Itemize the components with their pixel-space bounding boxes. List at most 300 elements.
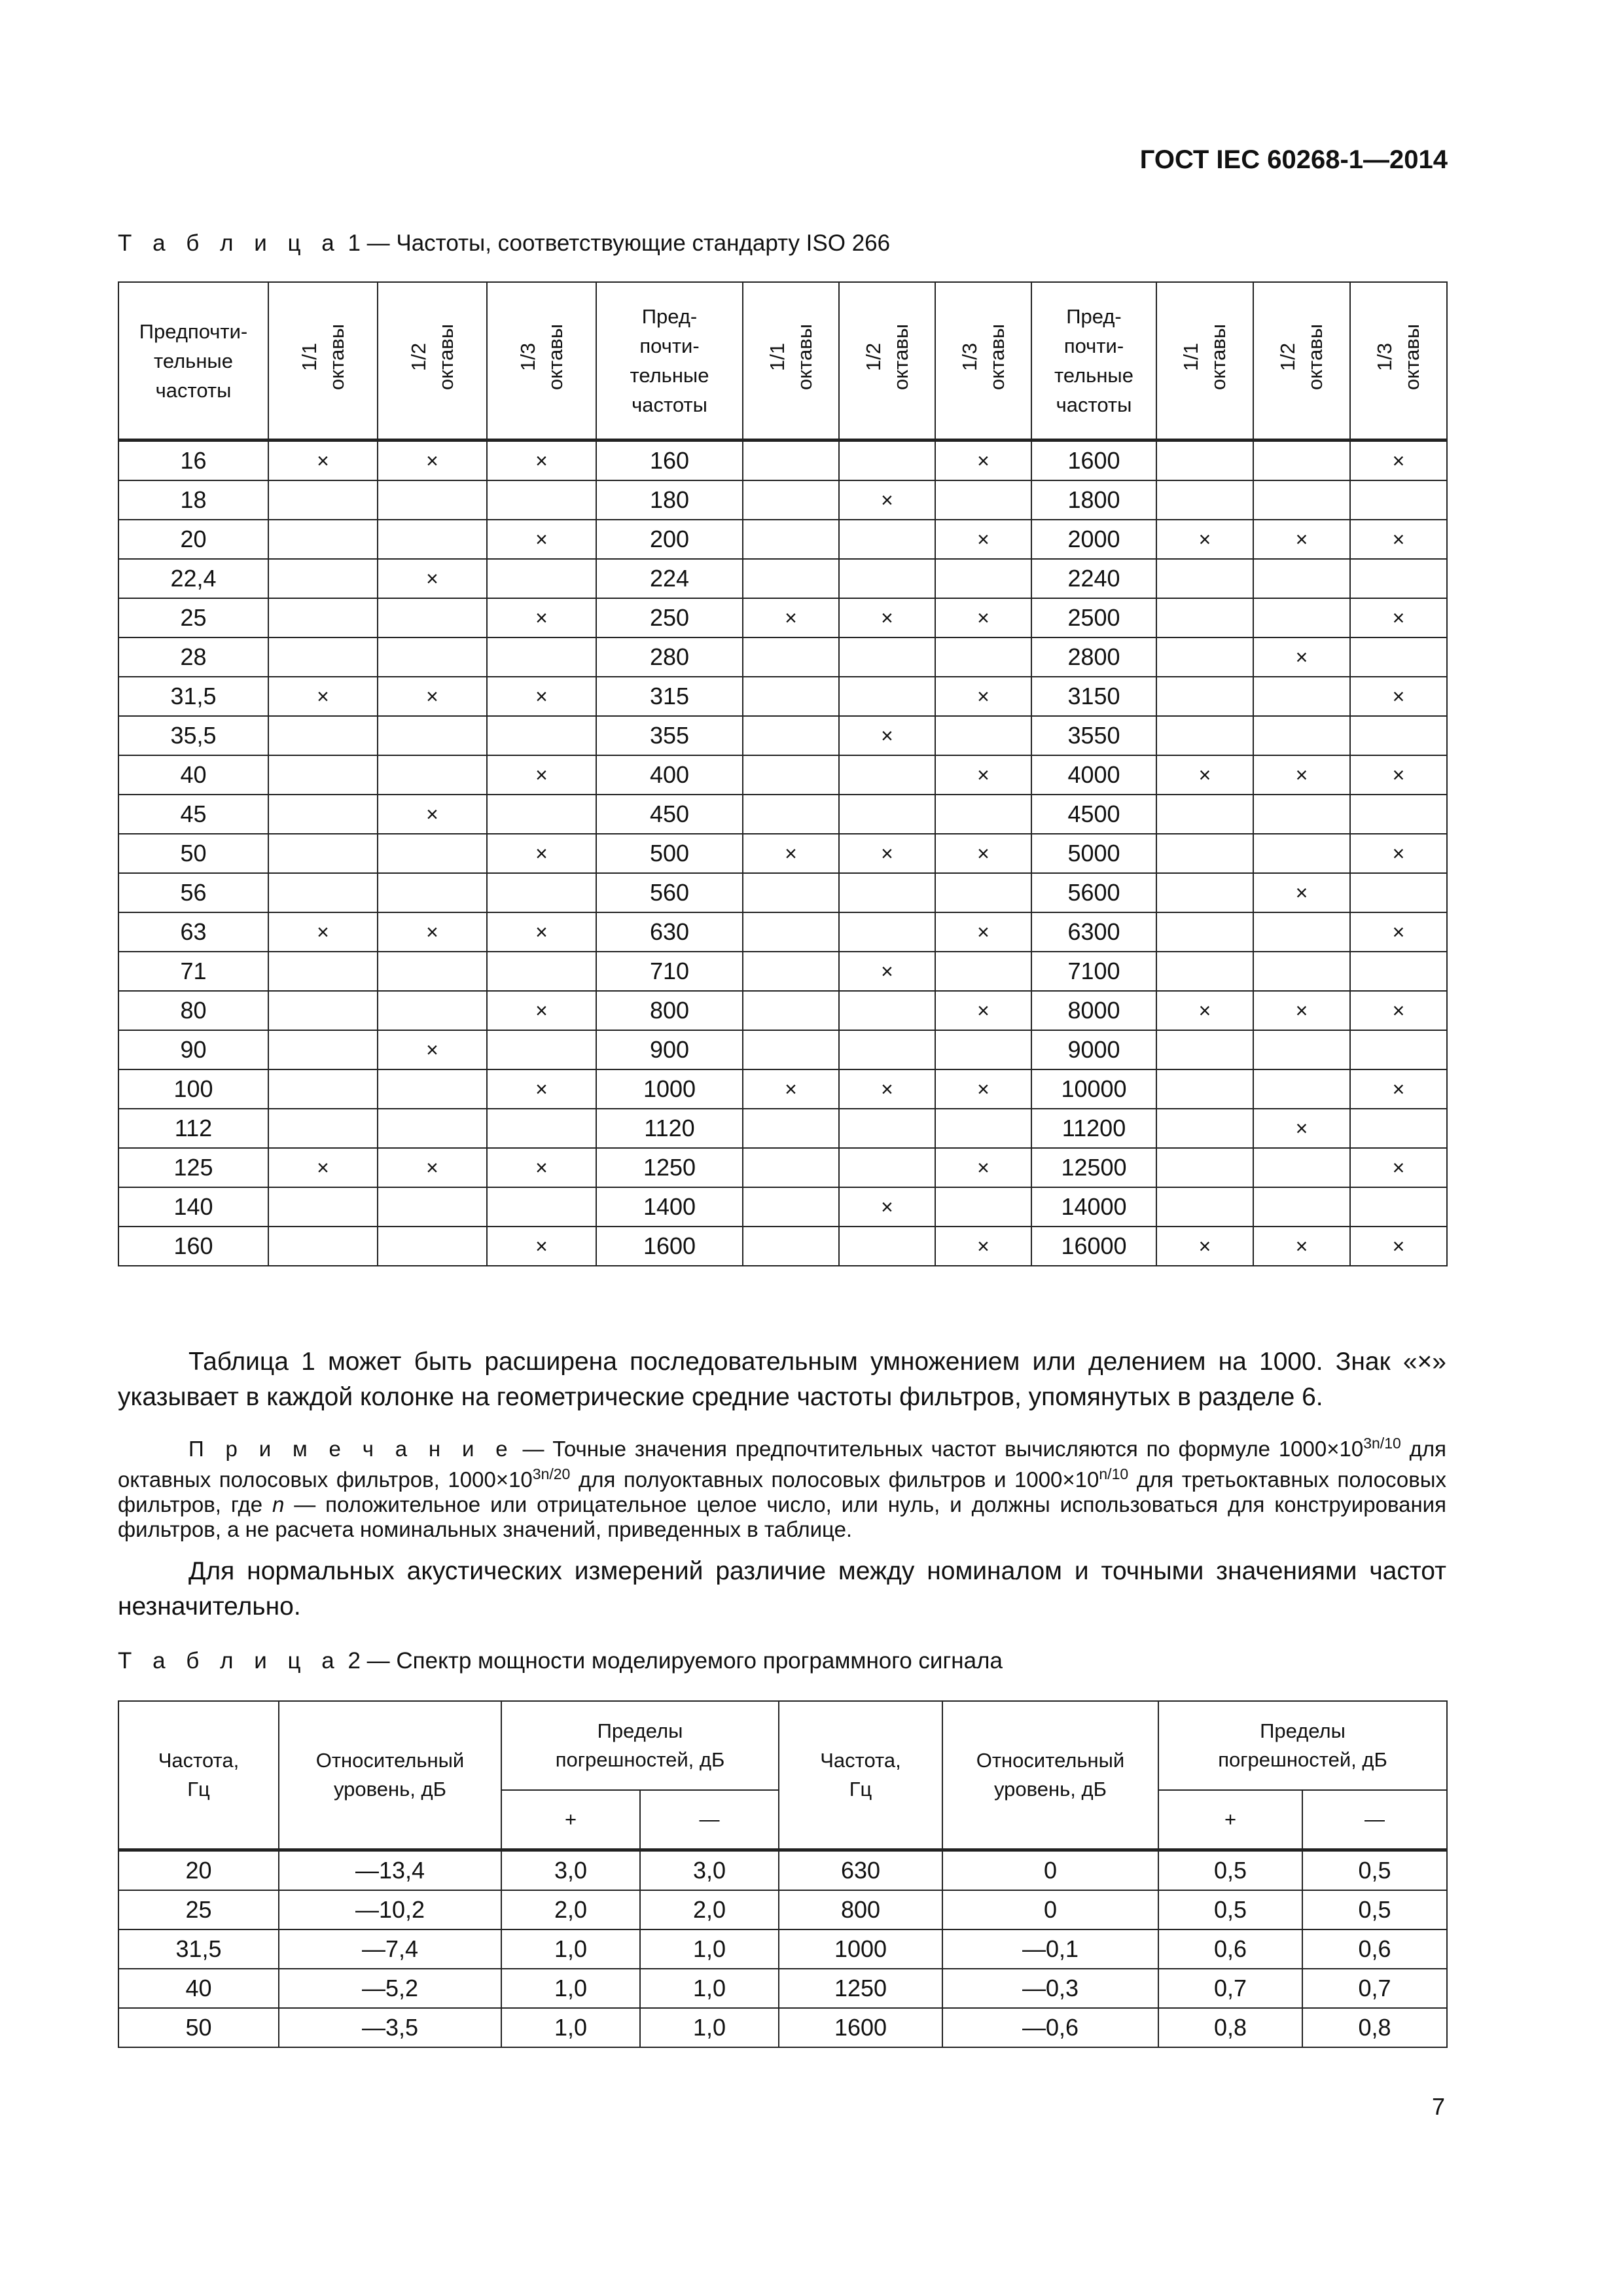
table1-header-row	[118, 282, 1447, 440]
table1-body	[118, 440, 1447, 1266]
table-cell: 0,5	[1302, 1890, 1447, 1929]
table-cell: 160	[118, 1227, 268, 1266]
table-cell: 630	[779, 1850, 942, 1891]
table-cell: 710	[596, 952, 743, 991]
table-cell: 1600	[1031, 440, 1156, 481]
table-cell: 1250	[779, 1969, 942, 2008]
table-cell	[1156, 912, 1253, 952]
table-cell	[1350, 716, 1447, 755]
table-cell: 3550	[1031, 716, 1156, 755]
table-cell	[1156, 559, 1253, 598]
table-cell	[839, 1227, 935, 1266]
table-cell: ×	[839, 1187, 935, 1227]
table-cell: 14000	[1031, 1187, 1156, 1227]
table-cell: —0,3	[942, 1969, 1158, 2008]
table-cell: ×	[378, 912, 487, 952]
table-cell	[743, 637, 839, 677]
table-cell: 28	[118, 637, 268, 677]
table-cell	[268, 1109, 378, 1148]
table2-caption-prefix: Т а б л и ц а	[118, 1648, 342, 1674]
header-octave-1-2	[839, 282, 935, 440]
table-cell: ×	[839, 716, 935, 755]
table-cell: ×	[1156, 991, 1253, 1030]
table-cell	[1156, 637, 1253, 677]
table-cell	[268, 598, 378, 637]
table-row	[118, 598, 1447, 637]
table-row	[118, 716, 1447, 755]
table1-caption	[118, 230, 890, 257]
table-cell: 20	[118, 520, 268, 559]
table-cell: ×	[839, 834, 935, 873]
table-cell: —0,1	[942, 1929, 1158, 1969]
table-cell: 63	[118, 912, 268, 952]
table-cell	[743, 1187, 839, 1227]
table-cell: 16	[118, 440, 268, 481]
header-octave-1-3	[935, 282, 1031, 440]
table-cell: 8000	[1031, 991, 1156, 1030]
table-cell: 0	[942, 1890, 1158, 1929]
table2-caption-text: — Спектр мощности моделируемого программного сигнала	[360, 1648, 1003, 1674]
table-cell: 12500	[1031, 1148, 1156, 1187]
table-cell	[1253, 795, 1350, 834]
table-cell: ×	[1253, 755, 1350, 795]
table2-body	[118, 1850, 1447, 2048]
table-cell: 25	[118, 1890, 279, 1929]
table-cell: 1,0	[501, 2008, 640, 2047]
table-cell	[268, 520, 378, 559]
table-cell: ×	[487, 598, 596, 637]
table-row	[118, 637, 1447, 677]
table-cell	[378, 952, 487, 991]
table-cell: 1250	[596, 1148, 743, 1187]
table-cell: 1600	[779, 2008, 942, 2047]
table-cell: ×	[935, 520, 1031, 559]
table-cell: 560	[596, 873, 743, 912]
table-row	[118, 1929, 1447, 1969]
table-row	[118, 1109, 1447, 1148]
table-cell: ×	[268, 1148, 378, 1187]
table-cell	[1253, 716, 1350, 755]
table-cell	[839, 637, 935, 677]
table-cell: ×	[1350, 834, 1447, 873]
header-label: 1/3 октавы	[957, 323, 1008, 390]
table-row	[118, 952, 1447, 991]
table-cell: 200	[596, 520, 743, 559]
table-cell: 2,0	[640, 1890, 779, 1929]
table-cell: 3,0	[501, 1850, 640, 1891]
table-cell: ×	[487, 1069, 596, 1109]
table-cell	[1156, 1187, 1253, 1227]
table-cell: ×	[1350, 755, 1447, 795]
table-cell	[1253, 834, 1350, 873]
paragraph-measurement-difference: Для нормальных акустических измерений различие между номиналом и точными значениями частот незначительно.	[118, 1557, 1446, 1621]
table-cell: ×	[1350, 1148, 1447, 1187]
table-row	[118, 873, 1447, 912]
note-label: П р и м е ч а н и е	[188, 1437, 514, 1461]
note-exponent: n/10	[1099, 1465, 1129, 1482]
table-cell: 0,5	[1158, 1890, 1302, 1929]
table-row	[118, 1187, 1447, 1227]
header-error-limits: Пределы погрешностей, дБ	[1158, 1701, 1447, 1790]
table-cell	[1253, 559, 1350, 598]
table-cell	[487, 795, 596, 834]
header-octave-1-3	[1350, 282, 1447, 440]
table-cell	[839, 1109, 935, 1148]
table-cell: 40	[118, 755, 268, 795]
table-cell	[839, 677, 935, 716]
table-cell	[1253, 677, 1350, 716]
table-cell	[378, 755, 487, 795]
table-cell: 0,6	[1302, 1929, 1447, 1969]
table-cell: —0,6	[942, 2008, 1158, 2047]
table-cell: 500	[596, 834, 743, 873]
table-cell	[935, 873, 1031, 912]
table-cell: 0,7	[1302, 1969, 1447, 2008]
table-cell: ×	[1156, 520, 1253, 559]
table-cell: ×	[487, 834, 596, 873]
note-text: для октавных полосовых фильтров, 1000×10	[118, 1437, 1446, 1492]
table-cell: ×	[1253, 1227, 1350, 1266]
table-cell: ×	[839, 598, 935, 637]
table-cell	[378, 834, 487, 873]
table-cell	[935, 1187, 1031, 1227]
table-cell	[839, 991, 935, 1030]
table-cell	[1253, 598, 1350, 637]
table-cell: 0,7	[1158, 1969, 1302, 2008]
table-row	[118, 1890, 1447, 1929]
table-cell	[378, 991, 487, 1030]
table-cell: 315	[596, 677, 743, 716]
table-cell	[487, 1109, 596, 1148]
table-cell	[487, 873, 596, 912]
table-cell: 2800	[1031, 637, 1156, 677]
table-row	[118, 1969, 1447, 2008]
table-cell	[1350, 1030, 1447, 1069]
table2-header-row	[118, 1701, 1447, 1790]
table-cell: ×	[1350, 1227, 1447, 1266]
table-row	[118, 991, 1447, 1030]
table-cell	[839, 912, 935, 952]
table-cell	[487, 1187, 596, 1227]
table-cell: 3,0	[640, 1850, 779, 1891]
header-label: 1/1 октавы	[765, 323, 816, 390]
table-cell	[1253, 1187, 1350, 1227]
table-row	[118, 677, 1447, 716]
table-cell: 180	[596, 480, 743, 520]
table1-caption-text: — Частоты, соответствующие стандарту ISO 266	[360, 230, 891, 256]
header-minus: —	[1302, 1790, 1447, 1850]
table-cell	[1350, 637, 1447, 677]
table-cell: 40	[118, 1969, 279, 2008]
table-cell	[1156, 795, 1253, 834]
header-relative-level: Относительный уровень, дБ	[279, 1701, 501, 1850]
table-row	[118, 1069, 1447, 1109]
table-cell: ×	[378, 440, 487, 481]
table-cell	[935, 1109, 1031, 1148]
table1-caption-number: 1	[341, 230, 361, 256]
table-cell: 1,0	[640, 2008, 779, 2047]
frequency-table	[118, 281, 1448, 1266]
table-cell: 0,8	[1158, 2008, 1302, 2047]
header-plus: +	[501, 1790, 640, 1850]
table-cell	[1350, 795, 1447, 834]
table-cell	[839, 1148, 935, 1187]
header-preferred-frequencies: Предпочти- тельные частоты	[118, 282, 268, 440]
table-cell: 90	[118, 1030, 268, 1069]
header-label: 1/3 октавы	[516, 323, 567, 390]
table-cell: ×	[268, 677, 378, 716]
table-cell: ×	[487, 1148, 596, 1187]
table-cell: 11200	[1031, 1109, 1156, 1148]
table-cell: ×	[839, 952, 935, 991]
table-cell	[1253, 480, 1350, 520]
table-cell: 9000	[1031, 1030, 1156, 1069]
table-cell	[839, 559, 935, 598]
table-cell: ×	[1156, 755, 1253, 795]
table-cell: 1,0	[501, 1969, 640, 2008]
table-cell: ×	[487, 755, 596, 795]
table-row	[118, 440, 1447, 481]
header-minus: —	[640, 1790, 779, 1850]
table-cell: 7100	[1031, 952, 1156, 991]
table-cell	[839, 873, 935, 912]
table-cell: ×	[378, 559, 487, 598]
table-row	[118, 795, 1447, 834]
table-cell	[378, 1227, 487, 1266]
header-label: 1/2 октавы	[861, 323, 912, 390]
table-cell: 16000	[1031, 1227, 1156, 1266]
table-cell: ×	[935, 1069, 1031, 1109]
table-cell: 250	[596, 598, 743, 637]
header-plus: +	[1158, 1790, 1302, 1850]
table-cell: 1400	[596, 1187, 743, 1227]
table-cell	[935, 1030, 1031, 1069]
table-cell	[487, 637, 596, 677]
table-cell: 71	[118, 952, 268, 991]
table-cell: ×	[935, 1148, 1031, 1187]
table-row	[118, 755, 1447, 795]
table-cell	[743, 952, 839, 991]
table-cell: 31,5	[118, 677, 268, 716]
table-cell	[839, 520, 935, 559]
table-cell: 6300	[1031, 912, 1156, 952]
table-cell: ×	[268, 440, 378, 481]
table-cell: ×	[1350, 991, 1447, 1030]
header-octave-1-1	[268, 282, 378, 440]
table-cell: ×	[743, 834, 839, 873]
table-cell: 1,0	[501, 1929, 640, 1969]
note-variable-n: n	[272, 1492, 285, 1516]
table-cell: 224	[596, 559, 743, 598]
header-label: 1/1 октавы	[1179, 323, 1230, 390]
table-cell: ×	[935, 598, 1031, 637]
table-cell	[839, 1030, 935, 1069]
note-text: — положительное или отрицательное целое число, или нуль, и должны использоваться для конструирования фильтров, а не расчета номинальных значений, приведенных в таблице.	[118, 1492, 1446, 1541]
table-cell	[743, 677, 839, 716]
table-cell	[1350, 559, 1447, 598]
table-cell: 4500	[1031, 795, 1156, 834]
table-cell: 4000	[1031, 755, 1156, 795]
table-cell: 22,4	[118, 559, 268, 598]
table-cell: 900	[596, 1030, 743, 1069]
table-cell: 80	[118, 991, 268, 1030]
table-row	[118, 834, 1447, 873]
table-cell: 1800	[1031, 480, 1156, 520]
table-cell: ×	[487, 677, 596, 716]
table-cell	[743, 755, 839, 795]
table-row	[118, 520, 1447, 559]
table-cell	[378, 1069, 487, 1109]
table-cell: ×	[487, 520, 596, 559]
note-text: — Точные значения предпочтительных частот вычисляются по формуле 1000×10	[514, 1437, 1364, 1461]
table-cell	[935, 480, 1031, 520]
table-cell	[487, 1030, 596, 1069]
table-cell: 125	[118, 1148, 268, 1187]
table-cell	[1156, 716, 1253, 755]
table-cell	[1350, 480, 1447, 520]
table-cell: ×	[1350, 677, 1447, 716]
table-cell: ×	[743, 598, 839, 637]
table-cell: —3,5	[279, 2008, 501, 2047]
header-frequency-hz: Частота, Гц	[118, 1701, 279, 1850]
table-cell	[935, 559, 1031, 598]
table2-caption	[118, 1648, 1003, 1674]
header-frequency-hz: Частота, Гц	[779, 1701, 942, 1850]
table-cell: 50	[118, 2008, 279, 2047]
table-cell	[378, 598, 487, 637]
table-cell	[487, 716, 596, 755]
table-cell: 400	[596, 755, 743, 795]
table-cell: ×	[935, 1227, 1031, 1266]
table-cell: 10000	[1031, 1069, 1156, 1109]
header-octave-1-3	[487, 282, 596, 440]
table-cell: 0,8	[1302, 2008, 1447, 2047]
table-cell	[743, 1148, 839, 1187]
table-row	[118, 559, 1447, 598]
table-cell: 800	[779, 1890, 942, 1929]
table-cell	[268, 834, 378, 873]
page-number: 7	[1431, 2093, 1445, 2120]
table-cell	[1156, 952, 1253, 991]
note-preferred-frequencies	[118, 1431, 1446, 1542]
table-cell	[268, 1227, 378, 1266]
table-cell: ×	[1253, 520, 1350, 559]
header-octave-1-2	[378, 282, 487, 440]
table-cell	[935, 795, 1031, 834]
header-relative-level: Относительный уровень, дБ	[942, 1701, 1158, 1850]
table-cell	[1156, 1030, 1253, 1069]
header-error-limits: Пределы погрешностей, дБ	[501, 1701, 779, 1790]
table-cell	[268, 795, 378, 834]
table-cell	[487, 559, 596, 598]
table-cell: 5000	[1031, 834, 1156, 873]
table-cell: 56	[118, 873, 268, 912]
table-cell: 630	[596, 912, 743, 952]
table-cell: 0,5	[1302, 1850, 1447, 1891]
table-cell: 5600	[1031, 873, 1156, 912]
table-cell	[1156, 1069, 1253, 1109]
table-cell: 160	[596, 440, 743, 481]
table-cell: 1120	[596, 1109, 743, 1148]
table-cell: 50	[118, 834, 268, 873]
table-cell: ×	[1253, 1109, 1350, 1148]
table-cell: ×	[935, 991, 1031, 1030]
header-preferred-frequencies: Пред- почти- тельные частоты	[1031, 282, 1156, 440]
table-cell	[1156, 440, 1253, 481]
table-cell: 355	[596, 716, 743, 755]
header-octave-1-1	[743, 282, 839, 440]
table-cell: ×	[935, 912, 1031, 952]
table-cell: ×	[1253, 991, 1350, 1030]
table-cell: ×	[1350, 440, 1447, 481]
table-cell	[743, 559, 839, 598]
table-cell	[268, 559, 378, 598]
table-cell	[268, 755, 378, 795]
table-cell: 35,5	[118, 716, 268, 755]
table-cell: —5,2	[279, 1969, 501, 2008]
table-cell: 3150	[1031, 677, 1156, 716]
table-cell: ×	[935, 755, 1031, 795]
table-cell: ×	[378, 795, 487, 834]
table-cell	[1156, 480, 1253, 520]
table-cell	[839, 795, 935, 834]
table-cell	[743, 991, 839, 1030]
table-cell	[1253, 1148, 1350, 1187]
table-cell: 1,0	[640, 1929, 779, 1969]
table-cell: —13,4	[279, 1850, 501, 1891]
table-cell	[378, 873, 487, 912]
table-cell	[839, 440, 935, 481]
table-cell	[1350, 1187, 1447, 1227]
table-cell	[1253, 912, 1350, 952]
header-octave-1-1	[1156, 282, 1253, 440]
table-cell	[268, 991, 378, 1030]
table-cell	[1156, 1148, 1253, 1187]
table-cell: 45	[118, 795, 268, 834]
table-cell	[935, 952, 1031, 991]
table-cell	[743, 795, 839, 834]
table-cell	[378, 1109, 487, 1148]
table-cell: 0	[942, 1850, 1158, 1891]
header-label: 1/2 октавы	[406, 323, 457, 390]
table-cell	[743, 440, 839, 481]
table-cell	[935, 716, 1031, 755]
table-cell: ×	[487, 912, 596, 952]
table-cell: ×	[268, 912, 378, 952]
table-cell	[743, 873, 839, 912]
table-cell	[1350, 873, 1447, 912]
table-cell: ×	[487, 991, 596, 1030]
table-cell	[378, 1187, 487, 1227]
table-cell: ×	[487, 1227, 596, 1266]
table-row	[118, 912, 1447, 952]
table-cell: 2,0	[501, 1890, 640, 1929]
table-cell: ×	[1350, 598, 1447, 637]
table-cell: ×	[935, 440, 1031, 481]
table-cell: ×	[1350, 520, 1447, 559]
table-cell: —7,4	[279, 1929, 501, 1969]
table-cell	[743, 520, 839, 559]
note-text: для третьоктавных полосовых фильтров, где	[118, 1467, 1446, 1516]
table-cell: 2240	[1031, 559, 1156, 598]
table-cell: 1,0	[640, 1969, 779, 2008]
table-cell	[268, 873, 378, 912]
table-cell: 100	[118, 1069, 268, 1109]
table-cell: 140	[118, 1187, 268, 1227]
table-cell	[1156, 1109, 1253, 1148]
table-row	[118, 2008, 1447, 2047]
table-cell	[935, 637, 1031, 677]
